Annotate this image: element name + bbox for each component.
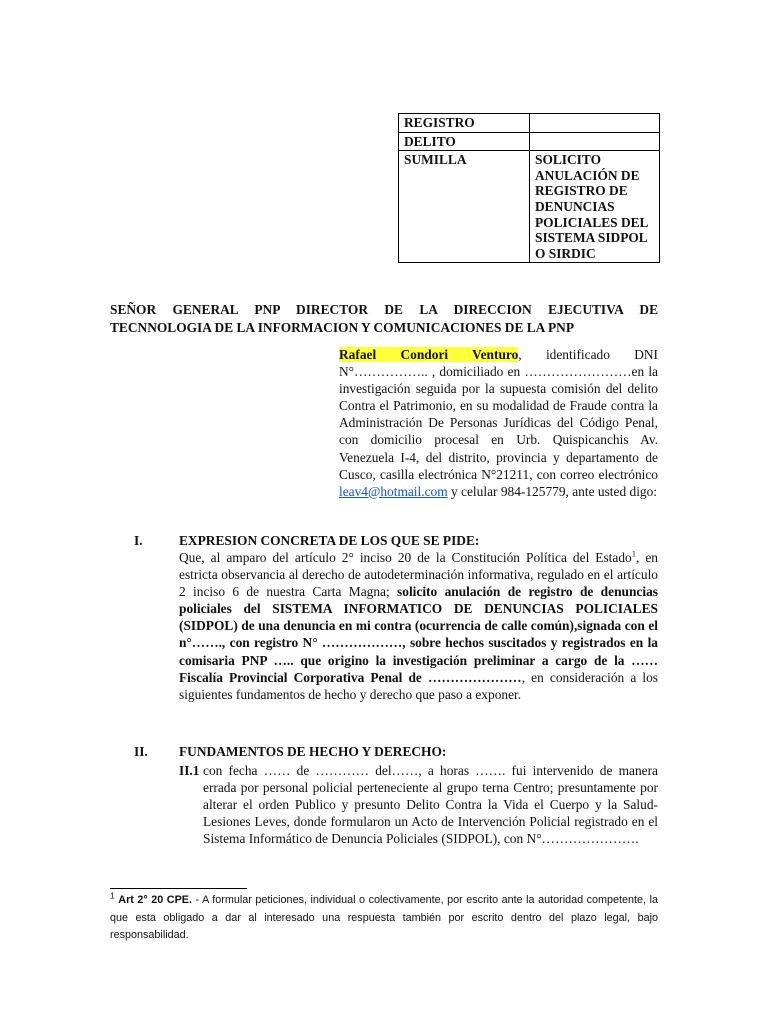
registry-table [398, 113, 660, 263]
section-title: EXPRESION CONCRETA DE LOS QUE SE PIDE: [179, 533, 480, 548]
intro-text-end: y celular 984-125779, ante usted digo: [447, 483, 658, 499]
registry-row [399, 114, 660, 133]
item-number: II.1 [179, 763, 200, 778]
footnote [110, 892, 658, 945]
petitioner-name: Rafael Condori Venturo [339, 347, 519, 362]
footnote-number: 1 [110, 890, 115, 901]
intro-text: , identificado DNI N°…………….. , domiciliado en ……………………en la investigación seguida por la supuesta comisión del delito Contra el Patrimonio, en su modalidad de Fraude contra la Administración De Personas Jurídicas del Código Penal, con domicilio procesal en Urb. Quispicanchis Av. Venezuela I-4, del distrito, provincia y departamento de Cusco, casilla electrónica N°21211, con correo electrónico [339, 347, 658, 482]
section-title: FUNDAMENTOS DE HECHO Y DERECHO: [179, 744, 447, 759]
item-paragraph: con fecha …… de ………… del……, a horas ……. fui intervenido de manera errada por personal policial perteneciente al grupo terna Centro; presuntamente por alterar el orden Publico y presunto Delito Contra la Vida el Cuerpo y la Salud- Lesiones Leves, donde formularon un Acto de Intervención Policial registrado en el Sistema Informático de Denuncia Policiales (SIDPOL), con N°…………………. [203, 763, 658, 847]
request-text: Que, al amparo del artículo 2° inciso 20 de la Constitución Política del Estado [179, 550, 632, 565]
section-paragraph [179, 549, 658, 703]
email-link[interactable]: leav4@hotmail.com [339, 483, 448, 499]
registry-value [530, 114, 660, 133]
section-number: II. [134, 744, 148, 759]
summary-label: SUMILLA [399, 151, 530, 263]
request-text: , en estricta observancia al derecho de autodeterminación informativa, regulado en el artículo 2 inciso 6 de nuestra Carta Magna; [179, 550, 658, 600]
footnote-text: - A formular peticiones, individual o colectivamente, por escrito ante la autoridad competente, la que esta obligado a dar al interesado una respuesta también por escrito dentro del plazo legal, bajo responsabilidad. [110, 894, 658, 941]
crime-label: DELITO [399, 132, 530, 151]
footnote-reference[interactable]: 1 [631, 548, 636, 559]
registry-row [399, 132, 660, 151]
addressee-heading: SEÑOR GENERAL PNP DIRECTOR DE LA DIRECCION EJECUTIVA DE TECNNOLOGIA DE LA INFORMACION Y COMUNICACIONES DE LA PNP [110, 302, 658, 335]
summary-value: SOLICITO ANULACIÓN DE REGISTRO DE DENUNCIAS POLICIALES DEL SISTEMA SIDPOL O SIRDIC [530, 151, 660, 263]
crime-value [530, 132, 660, 151]
footnote-label: Art 2° 20 CPE. [118, 894, 193, 906]
section-number: I. [134, 533, 143, 548]
petitioner-intro [339, 346, 658, 500]
request-text: , en consideración a los siguientes fundamentos de hecho y derecho que paso a exponer. [179, 669, 659, 702]
footnote-divider [110, 888, 247, 889]
registry-label: REGISTRO [399, 114, 530, 133]
request-bold-text: solicito anulación de registro de denuncias policiales del SISTEMA INFORMATICO DE DENUNCIAS POLICIALES (SIDPOL) de una denuncia en mi contra (ocurrencia de calle común),signada con el n°……., con registro N° ………………, sobre hechos suscitados y registrados en la comisaria PNP ….. que origino la investigación preliminar a cargo de la …… Fiscalía Provincial Corporativa Penal de ………………… [179, 584, 658, 685]
registry-row [399, 151, 660, 263]
